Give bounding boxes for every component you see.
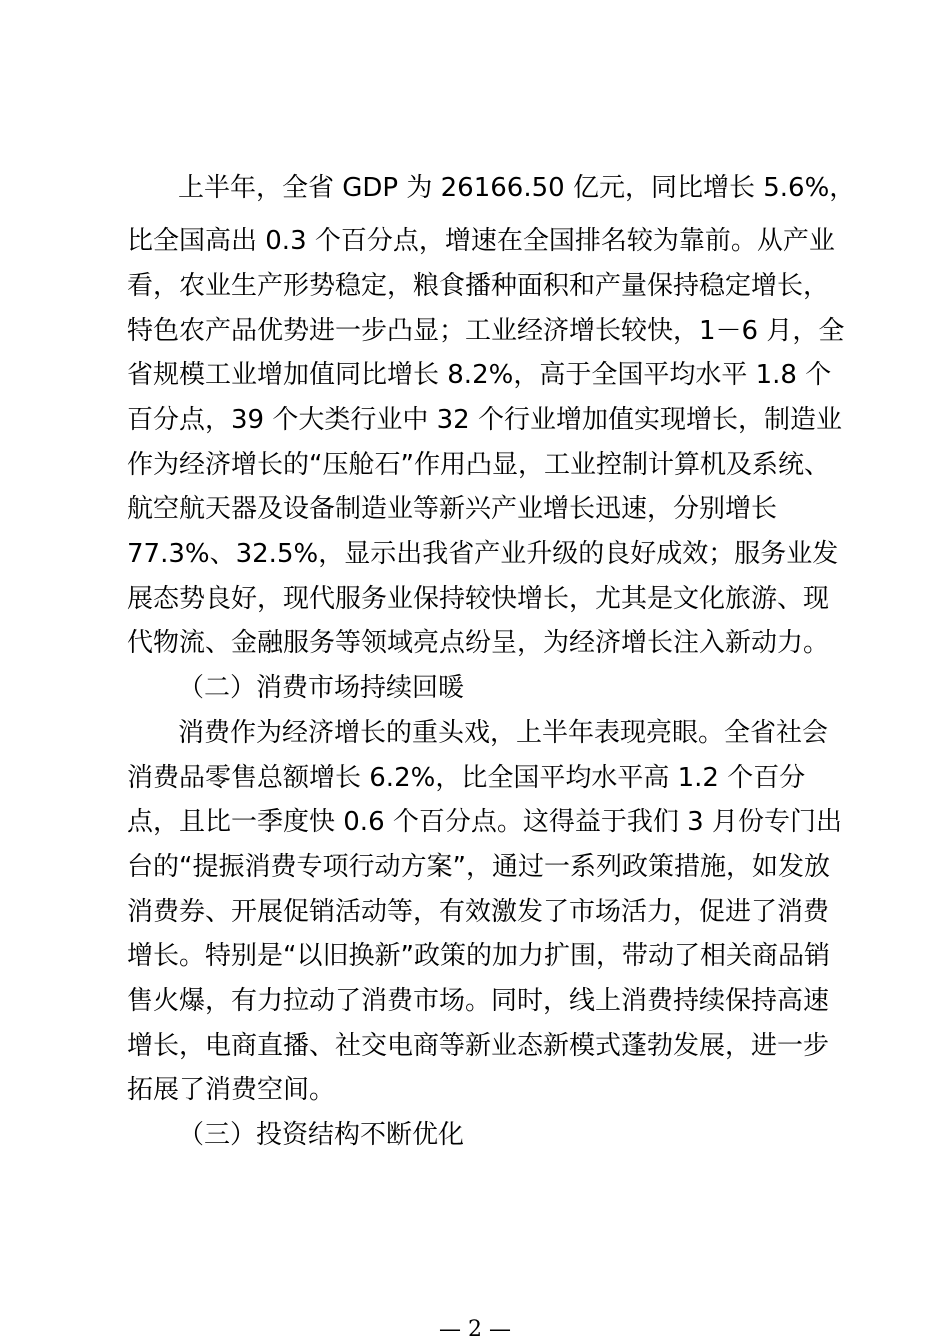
- body-line: 特色农产品优势进一步凸显；工业经济增长较快，1－6 月，全: [127, 316, 845, 346]
- body-line: 看，农业生产形势稳定，粮食播种面积和产量保持稳定增长，: [127, 271, 830, 301]
- body-line: 增长，电商直播、社交电商等新业态新模式蓬勃发展，进一步: [127, 1031, 830, 1061]
- body-line: 消费作为经济增长的重头戏，上半年表现亮眼。全省社会: [178, 718, 829, 748]
- body-line: 77.3%、32.5%，显示出我省产业升级的良好成效；服务业发: [127, 539, 839, 569]
- body-line: 消费券、开展促销活动等，有效激发了市场活力，促进了消费: [127, 897, 830, 927]
- body-line: 省规模工业增加值同比增长 8.2%，高于全国平均水平 1.8 个: [127, 360, 832, 390]
- body-line: 点，且比一季度快 0.6 个百分点。这得益于我们 3 月份专门出: [127, 807, 842, 837]
- section-heading: （二）消费市场持续回暖: [178, 673, 465, 703]
- body-line: 消费品零售总额增长 6.2%，比全国平均水平高 1.2 个百分: [127, 763, 806, 793]
- body-line: 台的“提振消费专项行动方案”，通过一系列政策措施，如发放: [127, 852, 830, 882]
- body-line: 比全国高出 0.3 个百分点，增速在全国排名较为靠前。从产业: [127, 226, 835, 256]
- body-line: 上半年，全省 GDP 为 26166.50 亿元，同比增长 5.6%，: [178, 173, 856, 203]
- body-line: 售火爆，有力拉动了消费市场。同时，线上消费持续保持高速: [127, 986, 830, 1016]
- body-line: 航空航天器及设备制造业等新兴产业增长迅速，分别增长: [127, 494, 778, 524]
- page-number: — 2 —: [439, 1317, 511, 1342]
- body-line: 拓展了消费空间。: [127, 1075, 336, 1105]
- section-heading: （三）投资结构不断优化: [178, 1120, 465, 1150]
- body-line: 展态势良好，现代服务业保持较快增长，尤其是文化旅游、现: [127, 584, 830, 614]
- body-line: 代物流、金融服务等领域亮点纷呈，为经济增长注入新动力。: [127, 628, 830, 658]
- body-line: 增长。特别是“以旧换新”政策的加力扩围，带动了相关商品销: [127, 941, 830, 971]
- body-line: 作为经济增长的“压舱石”作用凸显，工业控制计算机及系统、: [127, 450, 830, 480]
- body-line: 百分点，39 个大类行业中 32 个行业增加值实现增长，制造业: [127, 405, 842, 435]
